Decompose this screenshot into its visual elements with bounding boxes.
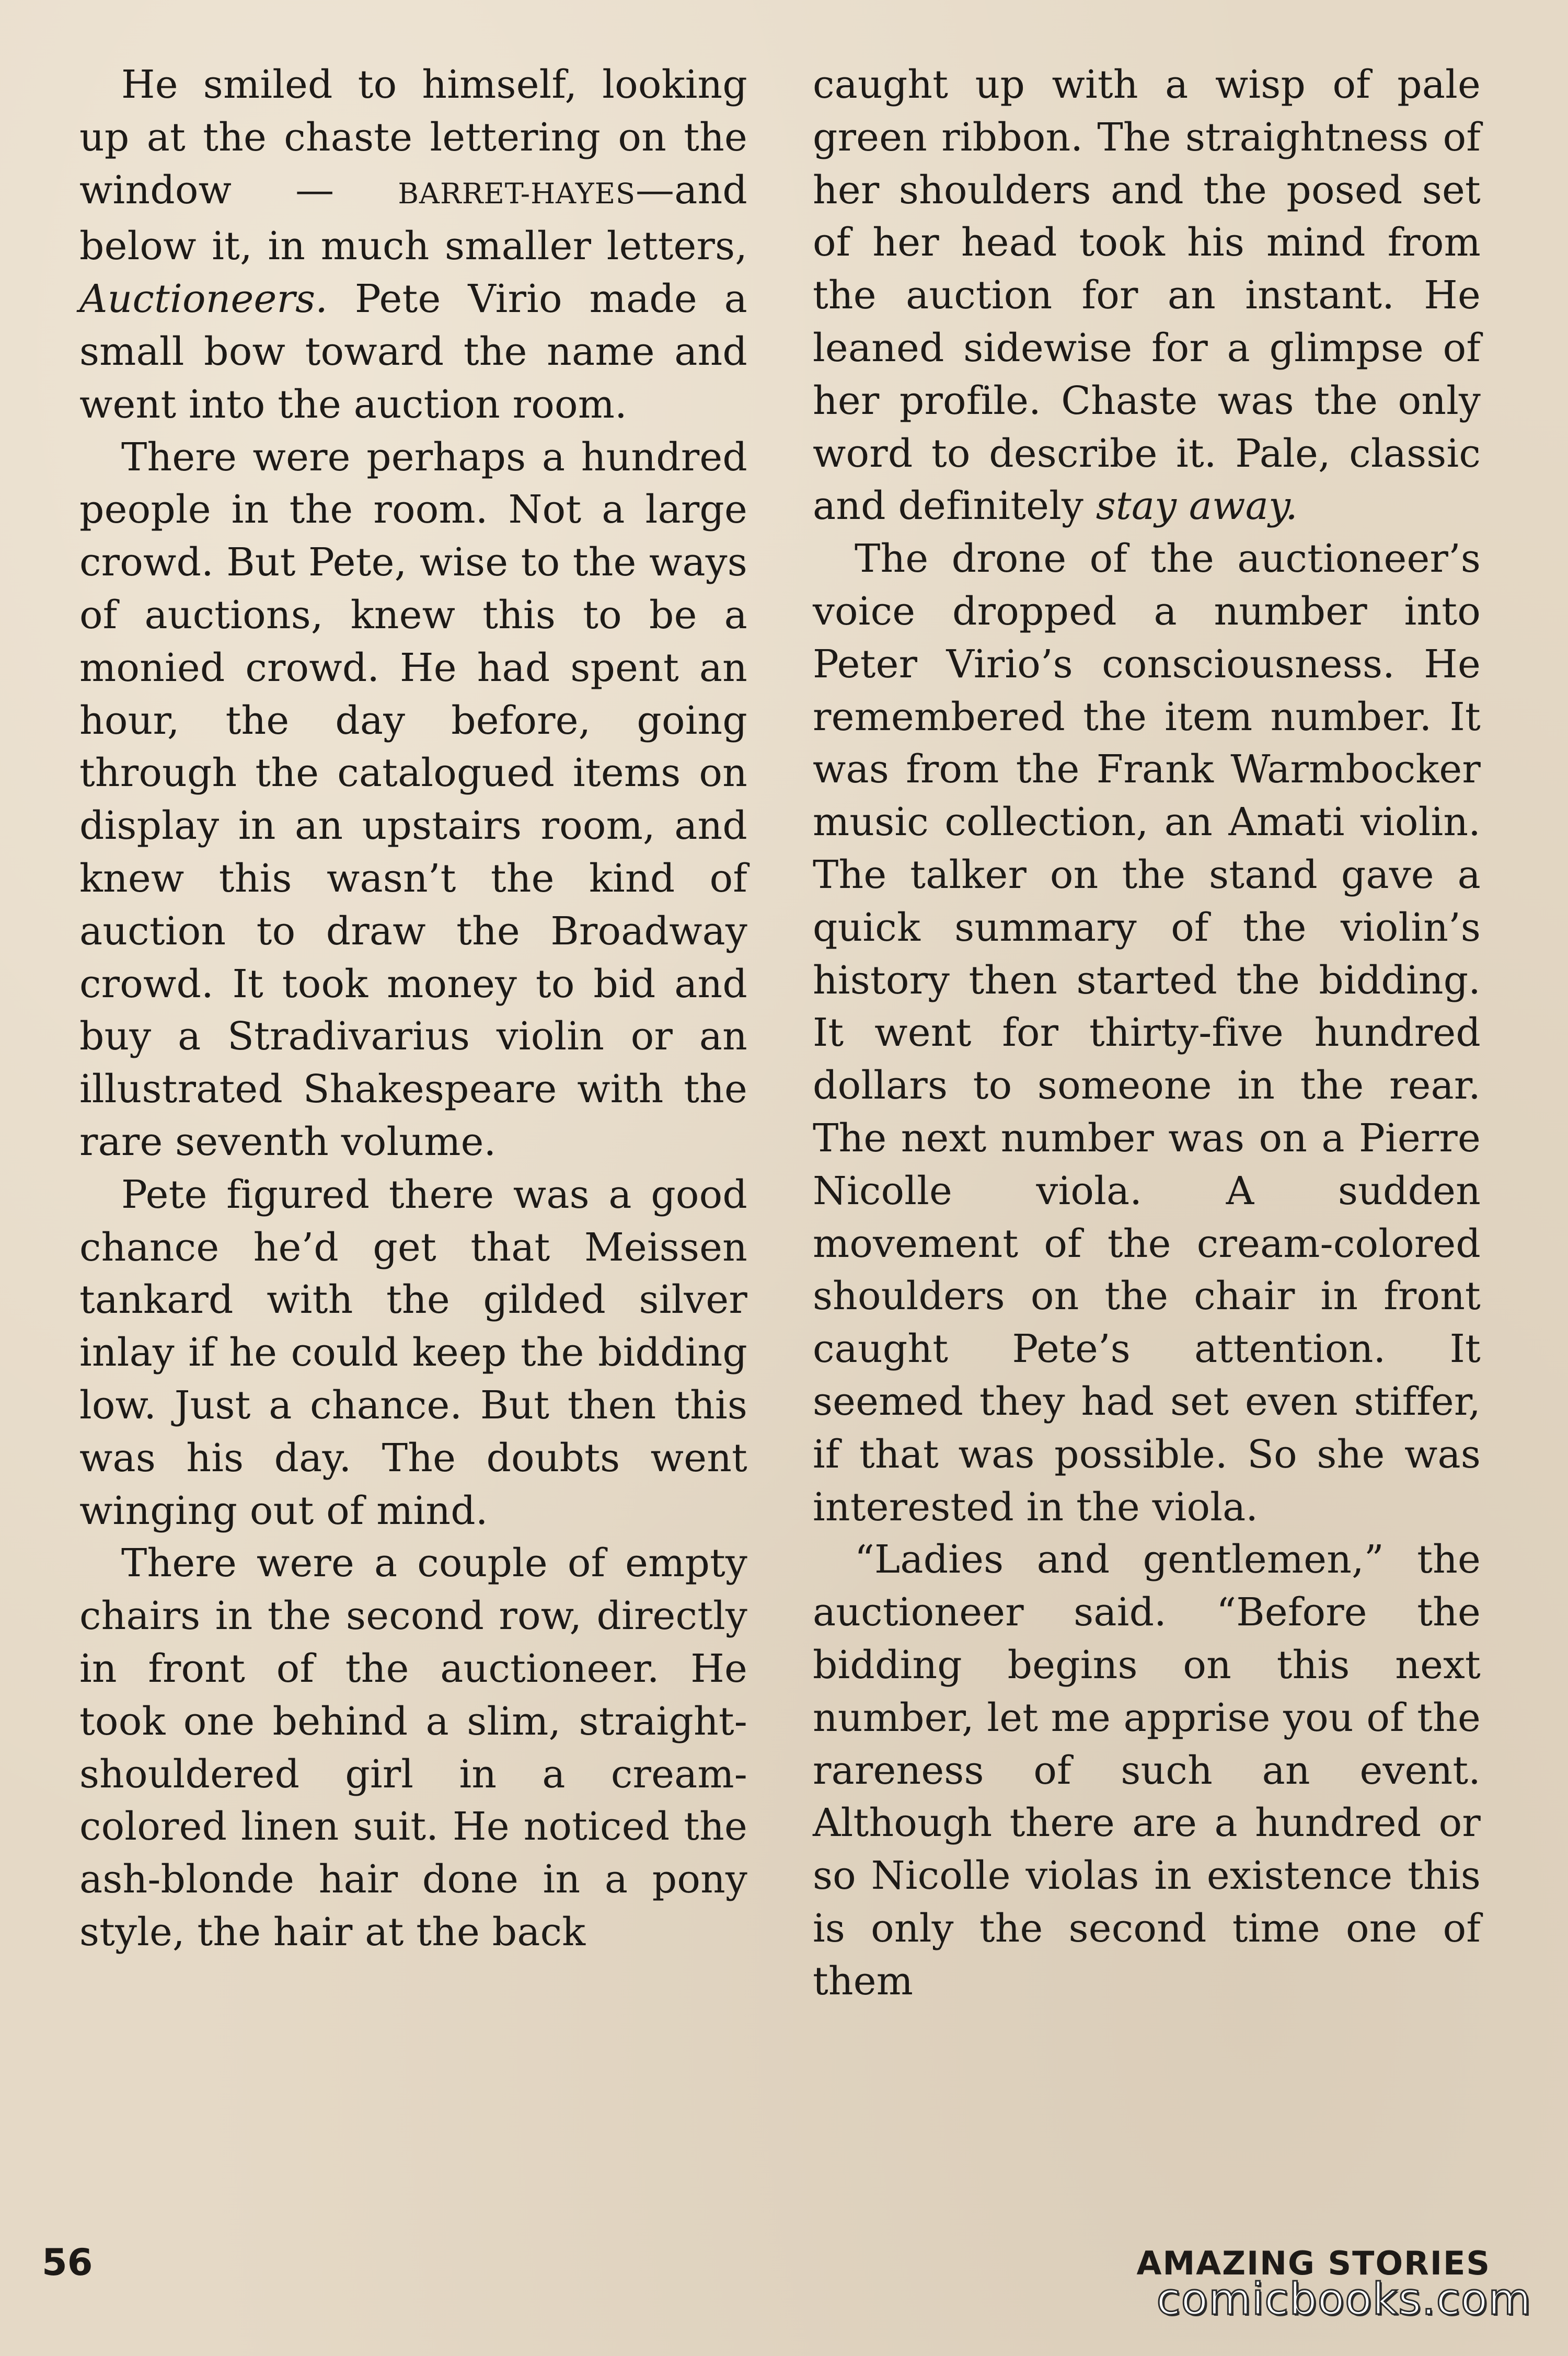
- paragraph-text: Pete Virio made a small bow toward the name and went into the auction room.: [79, 276, 747, 427]
- watermark: comicbooks.com: [1156, 2273, 1531, 2325]
- text-column-left: [79, 59, 747, 1959]
- paragraph: “Ladies and gentlemen,” the auctioneer said. “Before the bidding begins on this next number, let me apprise you of the rareness of such an event. Although there are a hundred or so Nicolle violas in existence this is only the second time one of them: [813, 1537, 1481, 2004]
- running-head: AMAZING STORIES: [1136, 2244, 1491, 2282]
- text-column-right: [813, 59, 1481, 2007]
- paragraph-text: He smiled to himself, looking up at the chaste lettering on the window —: [79, 62, 747, 213]
- paragraph: [79, 59, 747, 431]
- small-caps-text: BARRET-HAYES: [398, 177, 636, 210]
- paragraph: There were a couple of empty chairs in the second row, directly in front of the auctioneer. He took one behind a slim, straight-shouldered girl in a cream-colored linen suit. He noticed the ash-blonde hair done in a pony style, the hair at the back: [79, 1541, 747, 1955]
- paragraph-text: caught up with a wisp of pale green ribbon. The straightness of her shoulders and the posed set of her head took his mind from the auction for an instant. He leaned sidewise for a glimpse of her profile. Chaste was the only word to describe it. Pale, classic and definitely: [813, 62, 1481, 529]
- paragraph: Pete figured there was a good chance he’d get that Meissen tankard with the gilded silver inlay if he could keep the bidding low. Just a chance. But then this was his day. The doubts went winging out of mind.: [79, 1172, 747, 1533]
- paragraph-continued: [813, 59, 1481, 533]
- paragraph: The drone of the auctioneer’s voice dropped a number into Peter Virio’s consciousness. He remembered the item number. It was from the Frank Warmbocker music collection, an Amati violin. The talker on the stand gave a quick summary of the violin’s history then started the bidding. It went for thirty-five hundred dollars to someone in the rear. The next number was on a Pierre Nicolle viola. A sudden movement of the cream-colored shoulders on the chair in front caught Pete’s attention. It seemed they had set even stiffer, if that was possible. So she was interested in the viola.: [813, 536, 1481, 1530]
- paragraph: There were perhaps a hundred people in the room. Not a large crowd. But Pete, wise to the ways of auctions, knew this to be a monied crowd. He had spent an hour, the day before, going through the catalogued items on display in an upstairs room, and knew this wasn’t the kind of auction to draw the Broadway crowd. It took money to bid and buy a Stradivarius violin or an illustrated Shakespeare with the rare seventh volume.: [79, 434, 747, 1164]
- italic-text: Auctioneers.: [79, 276, 328, 322]
- paragraph-text: —and below it, in much smaller letters,: [79, 167, 747, 269]
- italic-text: stay away.: [1096, 483, 1298, 529]
- page-number: 56: [42, 2241, 93, 2284]
